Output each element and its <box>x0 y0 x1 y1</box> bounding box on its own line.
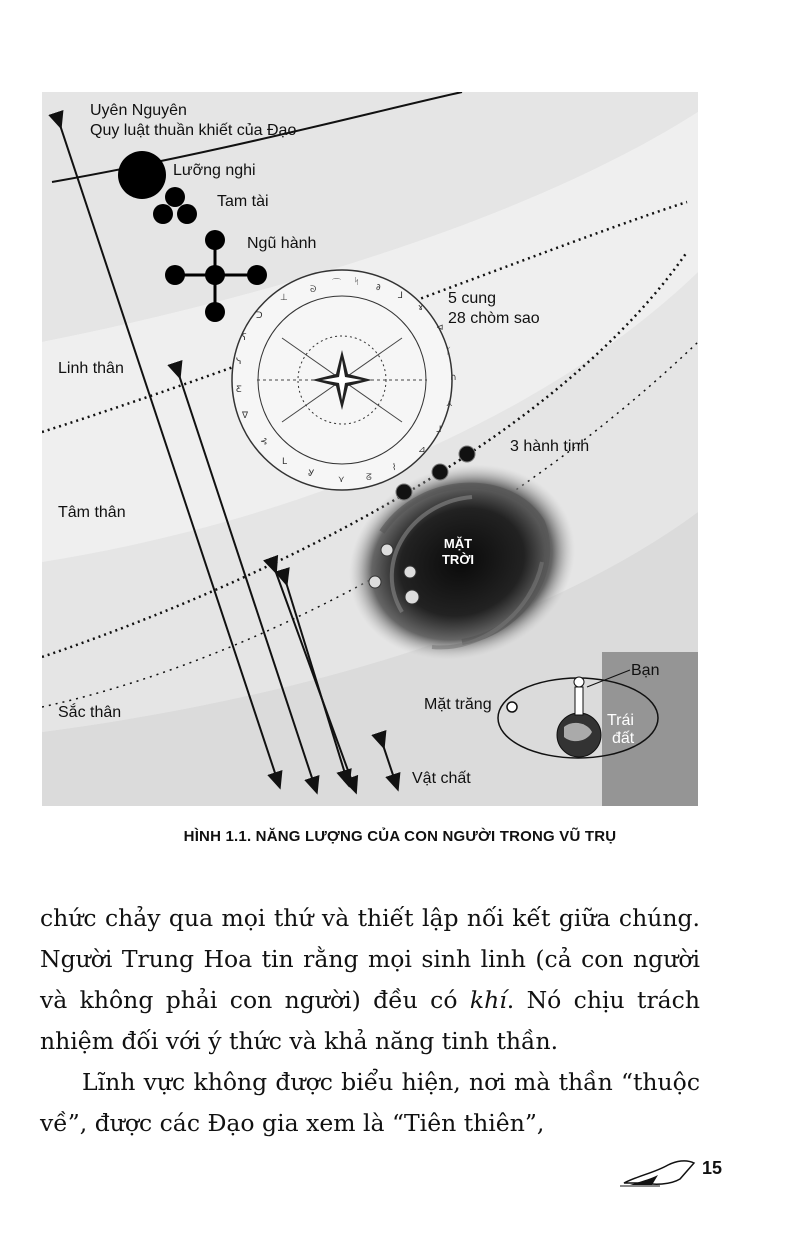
svg-text:∇: ∇ <box>242 411 249 421</box>
svg-text:⋏: ⋏ <box>446 399 453 409</box>
label-uyen-nguyen: Uyên Nguyên <box>90 102 187 119</box>
label-sac-than: Sắc thân <box>58 704 122 721</box>
svg-text:ᛋ: ᛋ <box>354 277 360 287</box>
page-number: 15 <box>701 1158 722 1178</box>
svg-text:ᓭ: ᓭ <box>236 357 242 367</box>
svg-text:⋎: ⋎ <box>338 475 345 485</box>
body-text <box>40 898 700 1144</box>
svg-text:⊥: ⊥ <box>280 293 288 303</box>
page-ornament-icon <box>620 1155 700 1195</box>
svg-text:Ƹ: Ƹ <box>236 385 242 395</box>
paragraph-1 <box>40 898 700 1062</box>
svg-text:⅃: ⅃ <box>398 291 404 301</box>
label-luong-nghi: Lưỡng nghi <box>173 162 256 179</box>
svg-text:⌒: ⌒ <box>332 279 342 289</box>
label-tam-than: Tâm thân <box>58 504 126 521</box>
svg-text:⊲: ⊲ <box>436 323 444 333</box>
svg-text:ᚴ: ᚴ <box>446 347 452 357</box>
label-tam-tai: Tam tài <box>217 193 269 210</box>
cosmos-diagram <box>42 92 698 806</box>
label-5-cung: 5 cung <box>448 290 497 307</box>
luong-nghi-circle <box>118 151 166 199</box>
svg-text:ʕ: ʕ <box>242 333 247 343</box>
svg-text:⊿: ⊿ <box>418 445 426 455</box>
label-mat-troi-1: MẶT <box>443 536 473 551</box>
svg-text:ᑐ: ᑐ <box>256 311 263 321</box>
label-3-hanh-tinh: 3 hành tinh <box>510 438 590 455</box>
svg-text:⌇: ⌇ <box>392 463 397 473</box>
paragraph-1-part-b: . Nó chịu trách nhiệm đối với ý thức và khả năng tinh thần. <box>40 986 700 1055</box>
svg-text:∩: ∩ <box>450 373 457 383</box>
svg-text:ᒪ: ᒪ <box>282 457 288 467</box>
paragraph-2: Lĩnh vực không được biểu hiện, nơi mà thần “thuộc về”, được các Đạo gia xem là “Tiên thiên”, <box>40 1068 700 1137</box>
svg-text:ᒧ: ᒧ <box>436 425 442 435</box>
label-ban: Bạn <box>631 662 660 679</box>
svg-text:ɤ: ɤ <box>418 303 424 313</box>
label-28-chom-sao: 28 chòm sao <box>448 310 540 327</box>
label-ngu-hanh: Ngũ hành <box>247 235 317 252</box>
paragraph-1-part-a: chức chảy qua mọi thứ và thiết lập nối kết giữa chúng. Người Trung Hoa tin rằng mọi sinh linh (cả con người và không phải con người) đều có <box>40 904 700 1014</box>
label-mat-trang: Mặt trăng <box>424 696 492 713</box>
svg-text:⊰: ⊰ <box>260 437 268 447</box>
cosmos-figure <box>42 92 698 806</box>
label-linh-than: Linh thân <box>58 360 124 377</box>
svg-text:∂: ∂ <box>376 283 381 293</box>
label-mat-troi-2: TRỜI <box>441 552 475 567</box>
label-quy-luat: Quy luật thuần khiết của Đạo <box>90 122 297 139</box>
term-khi: khí <box>469 986 507 1014</box>
label-vat-chat: Vật chất <box>412 770 471 787</box>
figure-caption: HÌNH 1.1. NĂNG LƯỢNG CỦA CON NGƯỜI TRONG VŨ TRỤ <box>183 828 617 845</box>
svg-text:ᘔ: ᘔ <box>366 473 372 483</box>
label-trai: Trái <box>607 712 634 729</box>
svg-text:ᘐ: ᘐ <box>310 285 317 295</box>
svg-text:Ꮍ: Ꮍ <box>308 469 315 479</box>
label-dat: đất <box>612 730 635 747</box>
